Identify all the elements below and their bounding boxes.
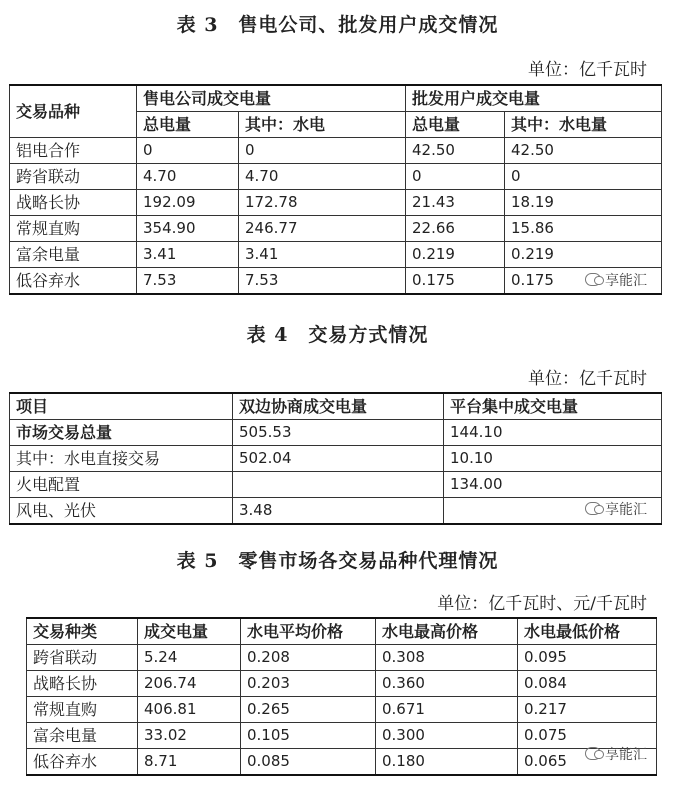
table-row [10,446,662,472]
table5-header-category: 交易种类 [27,618,138,645]
cell: 0.085 [241,749,376,776]
table3-unit: 单位：亿千瓦时 [528,60,647,80]
cell: 8.71 [138,749,241,776]
cell: 0.175 [406,268,505,295]
cell: 33.02 [138,723,241,749]
cell: 10.10 [444,446,662,472]
table4-header-platform: 平台集中成交电量 [444,393,662,420]
row-name: 常规直购 [10,216,137,242]
cell: 0.219 [505,242,662,268]
row-name: 跨省联动 [10,164,137,190]
cell: 3.41 [137,242,239,268]
row-name: 战略长协 [27,671,138,697]
table3 [9,84,662,295]
cell: 0 [239,138,406,164]
cell: 0.208 [241,645,376,671]
table5-header-min: 水电最低价格 [518,618,657,645]
cell: 0.219 [406,242,505,268]
watermark-text: 享能汇 [605,502,647,518]
cell: 42.50 [406,138,505,164]
cell: 7.53 [137,268,239,295]
table-row [27,645,657,671]
cell: 42.50 [505,138,662,164]
cell: 0.203 [241,671,376,697]
cell: 0 [505,164,662,190]
table-row [27,671,657,697]
cell: 0.180 [376,749,518,776]
table3-header-b-total: 总电量 [406,112,505,138]
row-name: 低谷弃水 [10,268,137,295]
cell: 0.217 [518,697,657,723]
table-row [10,242,662,268]
row-name: 跨省联动 [27,645,138,671]
row-name: 富余电量 [27,723,138,749]
cell: 0.065 [518,749,657,776]
cell: 0 [406,164,505,190]
table5-title: 表 5 零售市场各交易品种代理情况 [176,550,499,572]
cell: 206.74 [138,671,241,697]
cell: 172.78 [239,190,406,216]
watermark-text: 享能汇 [605,747,647,763]
cell: 22.66 [406,216,505,242]
cell: 0.105 [241,723,376,749]
table4-unit: 单位：亿千瓦时 [528,369,647,389]
cell: 354.90 [137,216,239,242]
table3-title: 表 3 售电公司、批发用户成交情况 [176,14,499,36]
table5-unit: 单位：亿千瓦时、元/千瓦时 [437,594,647,614]
cell: 0.360 [376,671,518,697]
cell: 406.81 [138,697,241,723]
row-name: 低谷弃水 [27,749,138,776]
cell: 5.24 [138,645,241,671]
cell: 4.70 [239,164,406,190]
table3-header-b-hydro: 其中：水电量 [505,112,662,138]
row-name: 市场交易总量 [10,420,233,446]
table-row [27,723,657,749]
table-row [10,138,662,164]
row-name: 火电配置 [10,472,233,498]
table3-header-a-hydro: 其中：水电 [239,112,406,138]
cell: 144.10 [444,420,662,446]
table3-header-group-b: 批发用户成交电量 [406,85,662,112]
table4 [9,392,662,525]
table-row [10,498,662,525]
table4-header-item: 项目 [10,393,233,420]
cell: 0.175 [505,268,662,295]
row-name: 其中：水电直接交易 [10,446,233,472]
cell [233,472,444,498]
table-row [10,190,662,216]
cell: 0.075 [518,723,657,749]
watermark-text: 享能汇 [605,273,647,289]
cell: 0.308 [376,645,518,671]
cell: 0.671 [376,697,518,723]
table5-header-volume: 成交电量 [138,618,241,645]
row-name: 常规直购 [27,697,138,723]
cell: 0 [137,138,239,164]
row-name: 风电、光伏 [10,498,233,525]
table5-header-max: 水电最高价格 [376,618,518,645]
cell: 4.70 [137,164,239,190]
row-name: 战略长协 [10,190,137,216]
watermark [585,499,647,519]
wechat-icon [585,273,601,286]
cell: 21.43 [406,190,505,216]
cell: 505.53 [233,420,444,446]
cell: 192.09 [137,190,239,216]
cell: 502.04 [233,446,444,472]
cell: 134.00 [444,472,662,498]
table5 [26,617,657,776]
table3-header-group-a: 售电公司成交电量 [137,85,406,112]
cell: 0.084 [518,671,657,697]
row-name: 铝电合作 [10,138,137,164]
table-row [10,268,662,295]
watermark [585,744,647,764]
cell: 3.48 [233,498,444,525]
cell: 246.77 [239,216,406,242]
table-row [27,749,657,776]
watermark [585,270,647,290]
table-row [10,472,662,498]
cell: 0.095 [518,645,657,671]
wechat-icon [585,502,601,515]
table-row [10,420,662,446]
cell: 7.53 [239,268,406,295]
table4-title: 表 4 交易方式情况 [246,324,429,346]
table3-header-a-total: 总电量 [137,112,239,138]
table-row [10,216,662,242]
cell: 0.300 [376,723,518,749]
table4-header-bilateral: 双边协商成交电量 [233,393,444,420]
cell: 0.265 [241,697,376,723]
cell: 15.86 [505,216,662,242]
row-name: 富余电量 [10,242,137,268]
table3-header-category: 交易品种 [10,85,137,138]
cell: 3.41 [239,242,406,268]
table-row [10,164,662,190]
wechat-icon [585,747,601,760]
table-row [27,697,657,723]
cell: 18.19 [505,190,662,216]
table5-header-avg: 水电平均价格 [241,618,376,645]
